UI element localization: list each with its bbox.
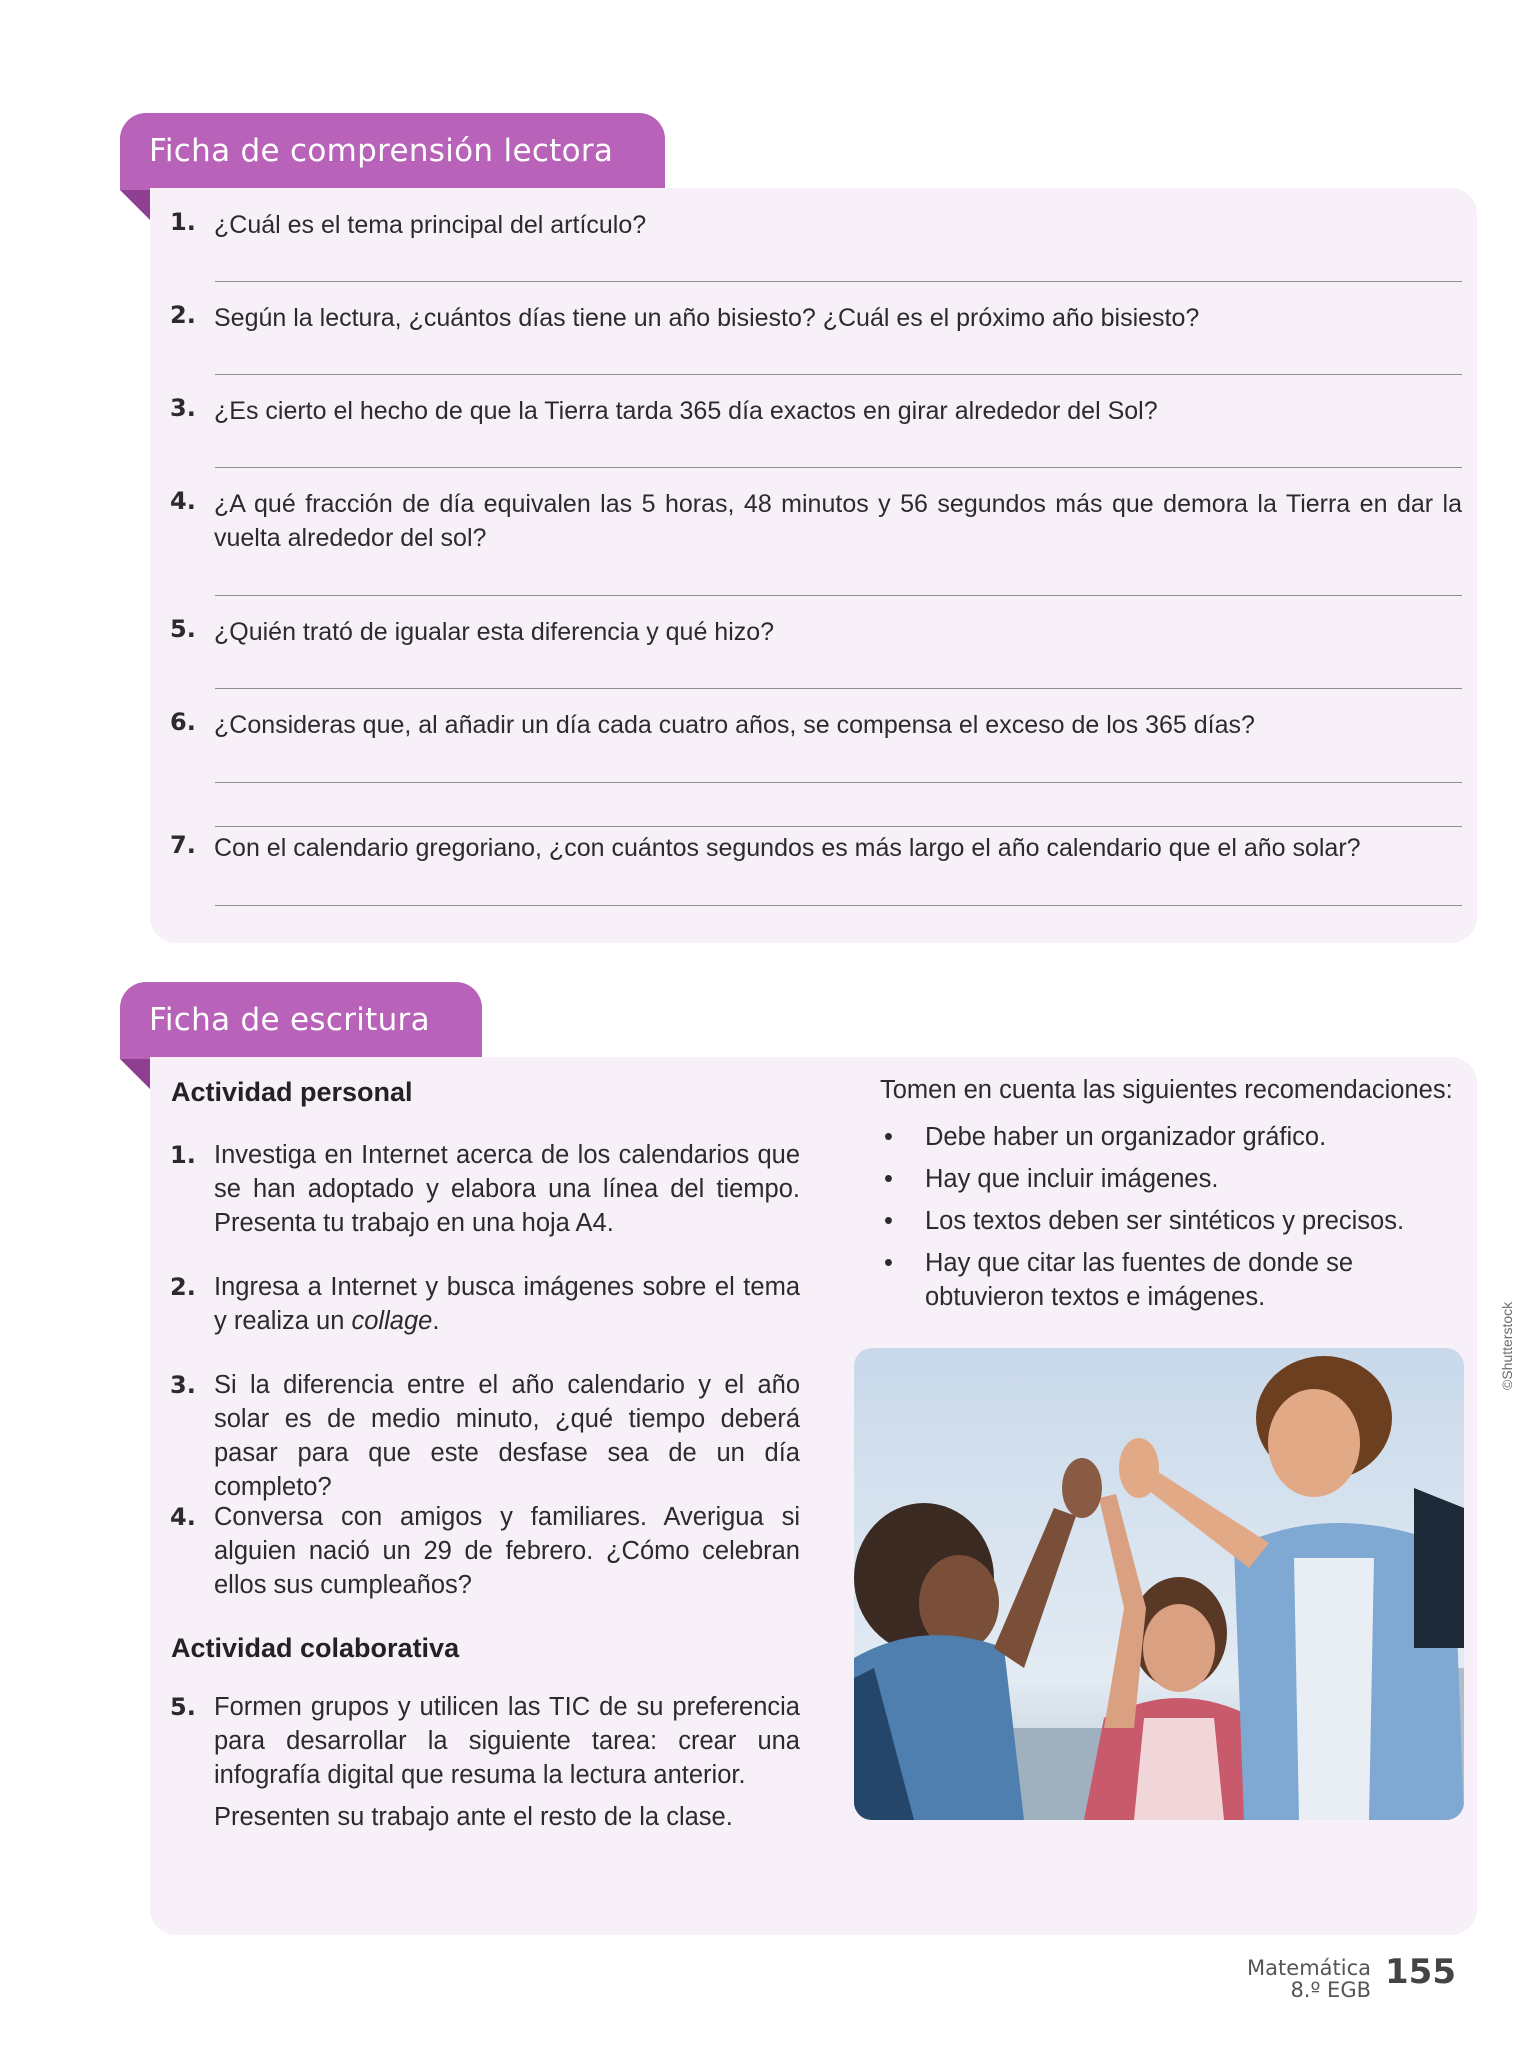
writing-tab-fold bbox=[120, 1059, 150, 1089]
writing-tab-title: Ficha de escritura bbox=[149, 1002, 430, 1038]
bullet-4: • Hay que citar las fuentes de donde se obtuvieron textos e imágenes. bbox=[884, 1249, 1354, 1311]
answer-line-4[interactable] bbox=[215, 595, 1462, 596]
writing-item-5-text: Formen grupos y utilicen las TIC de su preferencia para desarrollar la siguiente tarea: crear una infografía digital que resuma la lectura anterior. bbox=[214, 1693, 800, 1789]
collage-word: collage bbox=[351, 1307, 433, 1335]
writing-item-1: 1. Investiga en Internet acerca de los calendarios que se han adoptado y elabora una línea del tiempo. Presenta tu trabajo en una hoja A4. bbox=[170, 1141, 800, 1237]
personal-activity-heading: Actividad personal bbox=[171, 1077, 413, 1107]
bullet-2: • Hay que incluir imágenes. bbox=[884, 1165, 1219, 1193]
footer-subject-name: Matemática bbox=[1247, 1956, 1371, 1980]
footer-subject bbox=[1247, 1957, 1371, 2001]
reading-tab-title: Ficha de comprensión lectora bbox=[149, 133, 614, 169]
answer-line-2[interactable] bbox=[215, 374, 1462, 375]
writing-item-4: 4. Conversa con amigos y familiares. Averigua si alguien nació un 29 de febrero. ¿Cómo celebran ellos sus cumpleaños? bbox=[170, 1503, 800, 1599]
answer-line-5[interactable] bbox=[215, 688, 1462, 689]
high-five-photo bbox=[854, 1348, 1464, 1820]
writing-item-5-text2: Presenten su trabajo ante el resto de la clase. bbox=[214, 1803, 733, 1831]
page-number: 155 bbox=[1385, 1952, 1456, 1992]
writing-item-3: 3. Si la diferencia entre el año calendario y el año solar es de medio minuto, ¿qué tiempo deberá pasar para que este desfase sea de un día completo? bbox=[170, 1371, 800, 1501]
footer-grade: 8.º EGB bbox=[1290, 1978, 1371, 2002]
recommendations-intro: Tomen en cuenta las siguientes recomendaciones: bbox=[880, 1076, 1453, 1104]
answer-line-6b[interactable] bbox=[215, 826, 1462, 827]
writing-item-5: 5. Formen grupos y utilicen las TIC de su preferencia para desarrollar la siguiente tarea: crear una infografía digital que resuma la lectura anterior. Presenten su trabajo ante el resto de la clase. bbox=[170, 1690, 800, 1840]
high-five-illustration bbox=[854, 1348, 1464, 1820]
bullet-1: • Debe haber un organizador gráfico. bbox=[884, 1123, 1327, 1151]
answer-line-1[interactable] bbox=[215, 281, 1462, 282]
answer-line-6a[interactable] bbox=[215, 782, 1462, 783]
answer-line-3[interactable] bbox=[215, 467, 1462, 468]
answer-line-7[interactable] bbox=[215, 905, 1462, 906]
writing-item-2-end: . bbox=[432, 1307, 440, 1335]
writing-tab bbox=[120, 982, 482, 1059]
collaborative-activity-heading: Actividad colaborativa bbox=[171, 1633, 460, 1663]
photo-credit: ©Shutterstock bbox=[1499, 1301, 1515, 1390]
bullet-3: • Los textos deben ser sintéticos y precisos. bbox=[884, 1207, 1405, 1235]
writing-item-2: 2. Ingresa a Internet y busca imágenes sobre el tema y realiza un collage. bbox=[170, 1273, 800, 1335]
writing-item-2-text: Ingresa a Internet y busca imágenes sobre el tema y realiza un bbox=[214, 1273, 800, 1335]
reading-questions: 1. ¿Cuál es el tema principal del artículo? 2. Según la lectura, ¿cuántos días tiene un año bisiesto? ¿Cuál es el próximo año bisiesto? 3. ¿Es cierto el hecho de que la Tierra tarda 365 día exactos en girar alrededor del Sol? 4. ¿A qué fracción de día equivalen las 5 horas, 48 minutos y 56 segundos más que demora la Tierra en dar la vuelta alrededor del sol? 5. ¿Quién trató de igualar esta diferencia y qué hizo? 6. ¿Consideras que, al añadir un día cada cuatro años, se compensa el exceso de los 365 días? 7. Con el calendario gregoriano, ¿con cuántos segundos es más largo el año calendario que el año solar? bbox=[0, 0, 1462, 2048]
